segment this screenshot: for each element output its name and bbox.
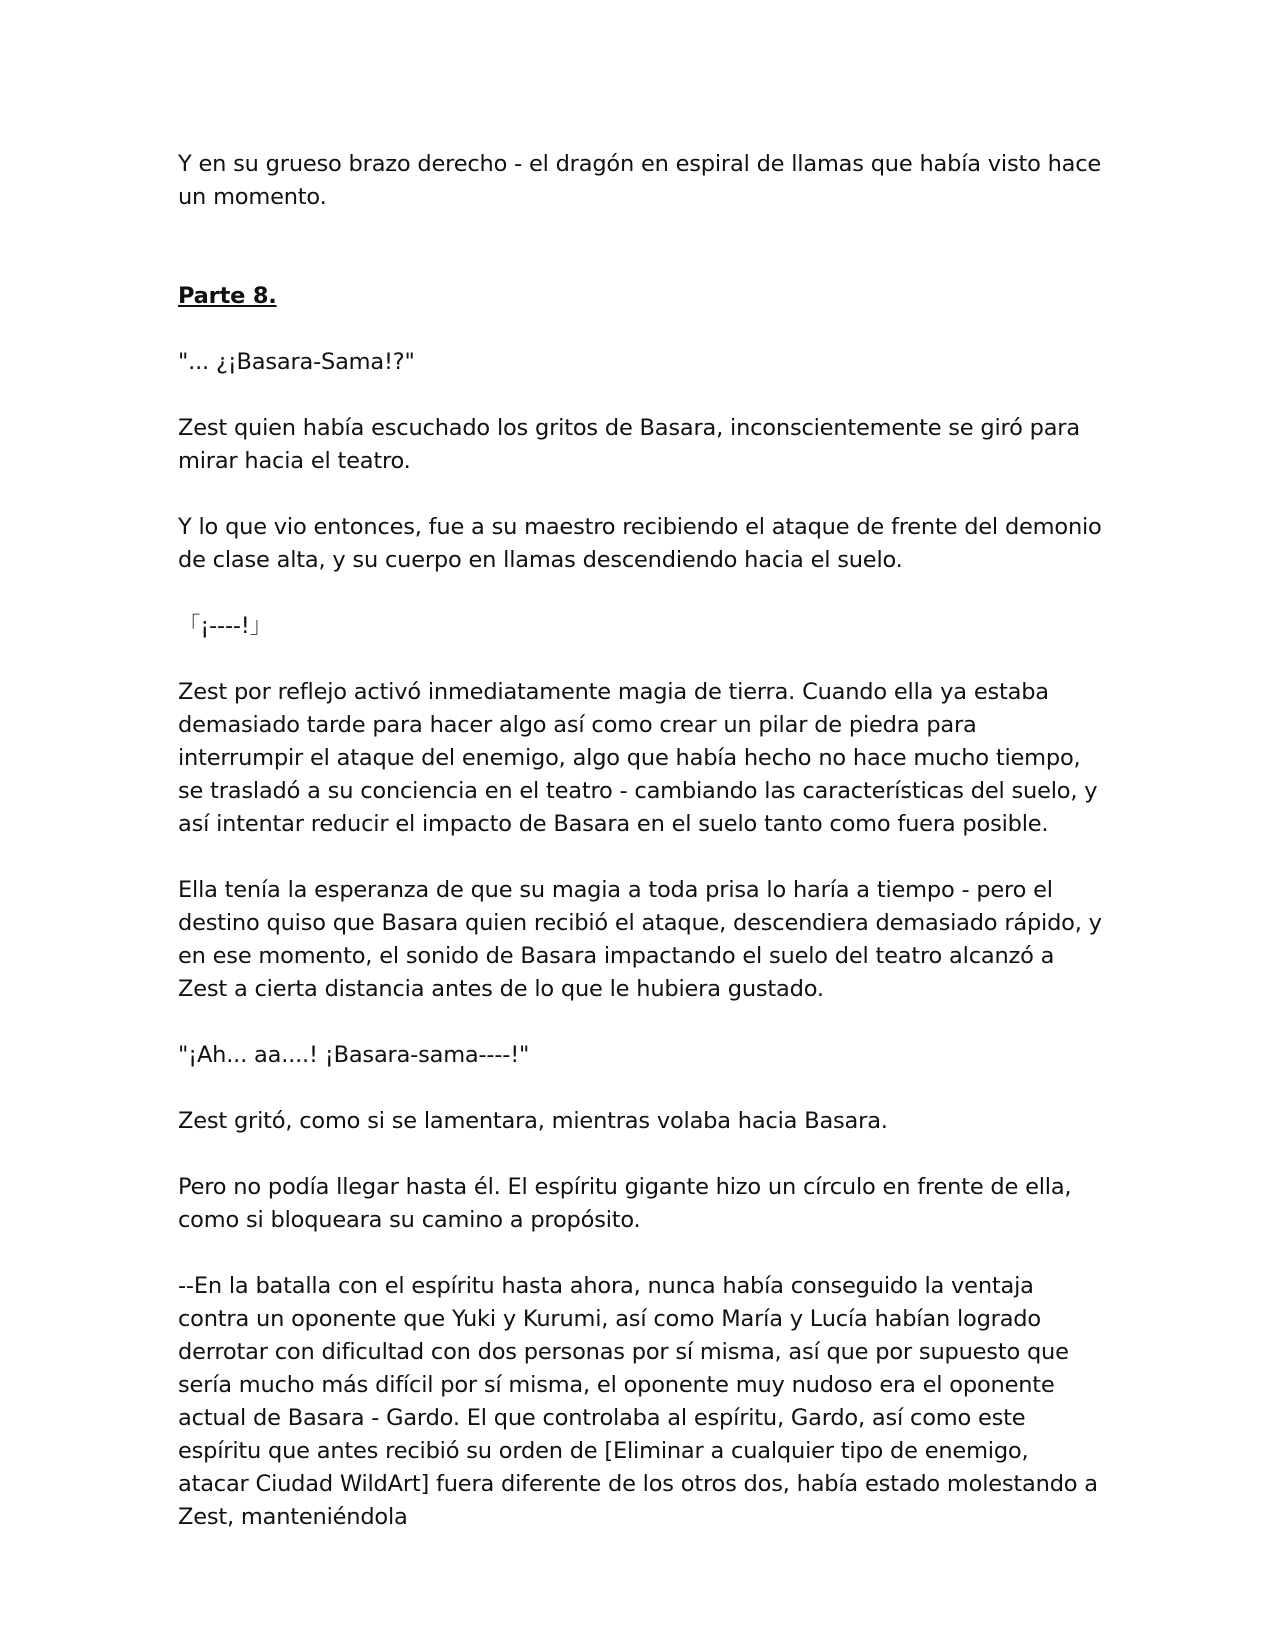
section-heading: Parte 8.	[178, 283, 277, 309]
paragraph: 「¡----!」	[178, 613, 272, 639]
paragraph: Ella tenía la esperanza de que su magia a toda prisa lo haría a tiempo - pero el destino quiso que Basara quien recibió el ataque, descendiera demasiado rápido, y en ese momento, el sonido de Basara impactando el suelo del teatro alcanzó a Zest a cierta distancia antes de lo que le hubiera gustado.	[178, 877, 1102, 1002]
paragraph: --En la batalla con el espíritu hasta ahora, nunca había conseguido la ventaja contra un oponente que Yuki y Kurumi, así como María y Lucía habían logrado derrotar con dificultad con dos personas por sí misma, así que por supuesto que sería mucho más difícil por sí misma, el oponente muy nudoso era el oponente actual de Basara - Gardo. El que controlaba al espíritu, Gardo, así como este espíritu que antes recibió su orden de [Eliminar a cualquier tipo de enemigo, atacar Ciudad WildArt] fuera diferente de los otros dos, había estado molestando a Zest, manteniéndola	[178, 1273, 1098, 1530]
paragraph: Pero no podía llegar hasta él. El espíritu gigante hizo un círculo en frente de ella, como si bloqueara su camino a propósito.	[178, 1174, 1072, 1233]
paragraph: Y lo que vio entonces, fue a su maestro recibiendo el ataque de frente del demonio de clase alta, y su cuerpo en llamas descendiendo hacia el suelo.	[178, 514, 1102, 573]
paragraph: Zest quien había escuchado los gritos de Basara, inconscientemente se giró para mirar hacia el teatro.	[178, 415, 1080, 474]
intro-paragraph: Y en su grueso brazo derecho - el dragón en espiral de llamas que había visto hace un momento.	[178, 151, 1102, 210]
document-page	[178, 148, 1103, 1567]
paragraph: Zest por reflejo activó inmediatamente magia de tierra. Cuando ella ya estaba demasiado tarde para hacer algo así como crear un pilar de piedra para interrumpir el ataque del enemigo, algo que había hecho no hace mucho tiempo, se trasladó a su conciencia en el teatro - cambiando las características del suelo, y así intentar reducir el impacto de Basara en el suelo tanto como fuera posible.	[178, 679, 1098, 837]
paragraph: "¡Ah... aa....! ¡Basara-sama----!"	[178, 1042, 530, 1068]
paragraph: Zest gritó, como si se lamentara, mientras volaba hacia Basara.	[178, 1108, 888, 1134]
paragraph: "... ¿¡Basara-Sama!?"	[178, 349, 415, 375]
